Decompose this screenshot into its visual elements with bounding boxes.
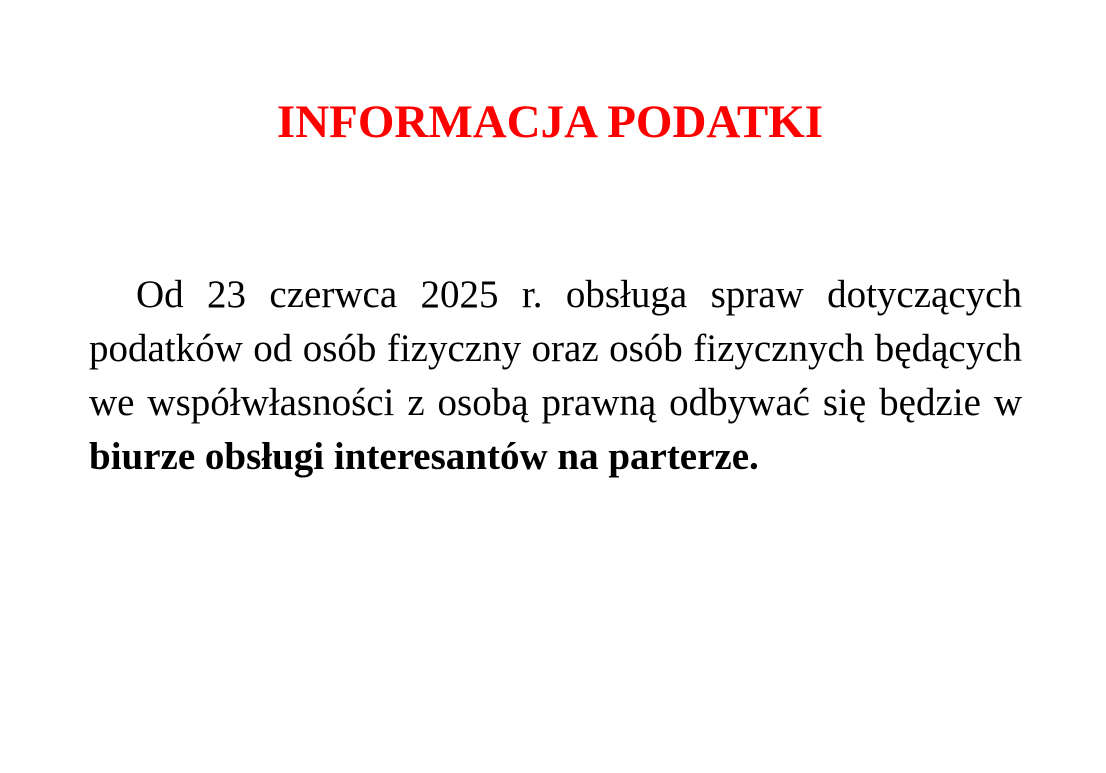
paragraph-regular-text: Od 23 czerwca 2025 r. obsługa spraw dotyczących podatków od osób fizyczny oraz osób fizycznych będących we współwłasności z osobą prawną odbywać się będzie w (89, 273, 1022, 424)
body-paragraph (89, 268, 1022, 484)
document-title: INFORMACJA PODATKI (276, 96, 824, 148)
paragraph-bold-text: biurze obsługi interesantów na parterze. (89, 435, 759, 478)
